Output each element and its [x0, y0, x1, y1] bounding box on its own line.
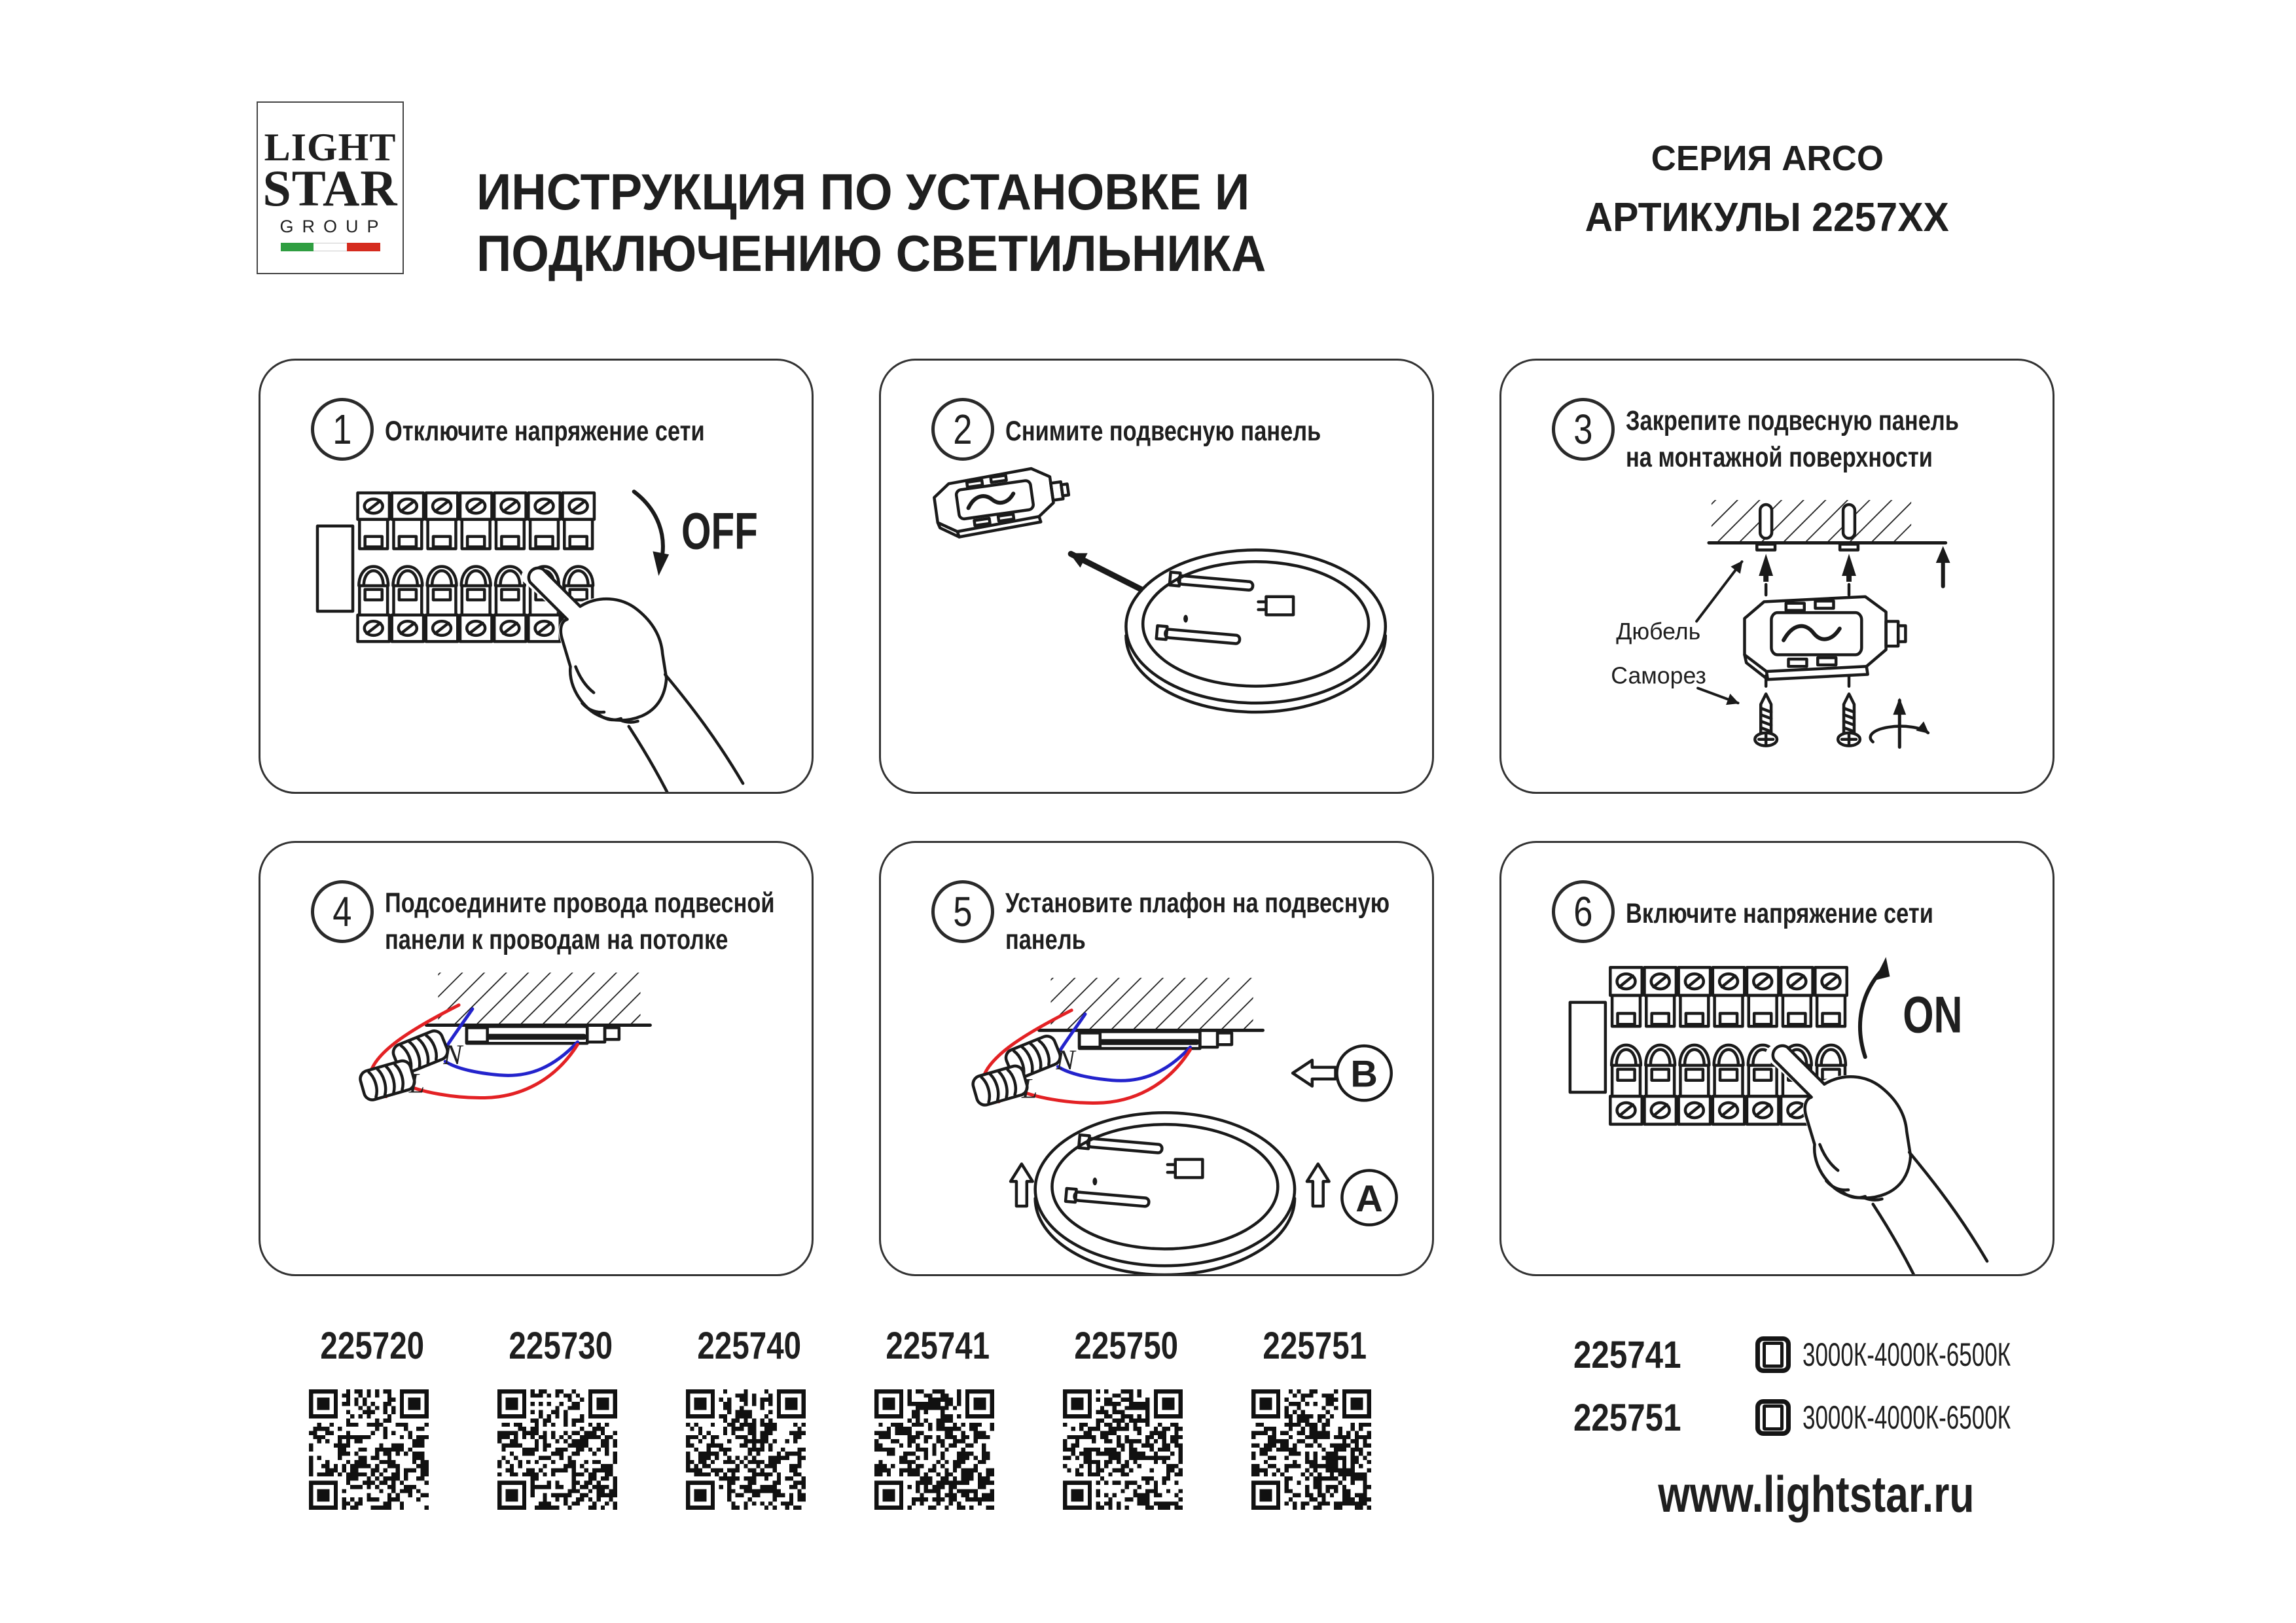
article-code: 225750	[1074, 1325, 1179, 1367]
connect-wires-illustration	[260, 843, 812, 1274]
qr-column	[1063, 1327, 1183, 1513]
qr-code	[309, 1389, 429, 1510]
lightstar-logo	[257, 101, 404, 274]
neutral-wire-label: N	[443, 1039, 463, 1071]
qr-column	[1251, 1327, 1371, 1513]
page-title	[476, 161, 1308, 284]
mounting-panel-icon	[1744, 597, 1905, 680]
dowel-label: Дюбель	[1616, 618, 1701, 645]
breaker-on-illustration	[1501, 843, 2053, 1274]
arrow-up-icon	[1874, 957, 1890, 980]
qr-column	[497, 1327, 617, 1513]
step-panel-3	[1499, 359, 2054, 794]
variant-code: 225741	[1573, 1333, 1681, 1376]
step-panel-6	[1499, 841, 2054, 1276]
title-line-1: ИНСТРУКЦИЯ ПО УСТАНОВКЕ И	[476, 163, 1250, 221]
lamp-base-icon	[1126, 550, 1385, 712]
marker-a-label: A	[1355, 1177, 1383, 1220]
step-number-badge: 4	[311, 880, 374, 943]
variant-row	[1573, 1335, 2100, 1374]
install-shade-illustration	[881, 843, 1432, 1274]
step-instruction: Закрепите подвесную панель на монтажной поверхности	[1626, 405, 1959, 473]
qr-code	[497, 1389, 617, 1510]
off-callout: OFF	[681, 501, 758, 560]
variant-code: 225751	[1573, 1396, 1681, 1439]
step-number-badge: 1	[311, 398, 374, 461]
step-instruction: Установите плафон на подвесную панель	[1005, 887, 1390, 955]
step-instruction: Снимите подвесную панель	[1005, 416, 1321, 447]
remove-panel-illustration	[881, 361, 1432, 792]
logo-word-light: LIGHT	[264, 126, 397, 169]
qr-code	[1063, 1389, 1183, 1510]
step-panel-4	[259, 841, 814, 1276]
article-code: 225740	[697, 1325, 802, 1367]
step-panel-2	[879, 359, 1434, 794]
logo-word-group: GROUP	[279, 217, 387, 236]
qr-code	[874, 1389, 994, 1510]
website-url: www.lightstar.ru	[1658, 1465, 1975, 1523]
color-temps: 3000К-4000К-6500К	[1803, 1336, 2011, 1373]
wire-connector-icon	[358, 1059, 416, 1102]
mounting-panel-icon	[932, 464, 1072, 540]
article-code: 225730	[509, 1325, 613, 1367]
qr-column	[309, 1327, 429, 1513]
title-line-2: ПОДКЛЮЧЕНИЮ СВЕТИЛЬНИКА	[476, 224, 1266, 282]
screw-icon	[1755, 694, 1777, 745]
screw-icon	[1838, 694, 1860, 745]
hand-icon	[521, 566, 743, 792]
arrow-up-icon	[1936, 546, 1950, 563]
arrow-up-icon	[1011, 1164, 1033, 1206]
ceiling-hatch	[1712, 500, 1911, 543]
rotate-icon	[1871, 698, 1928, 747]
fix-panel-illustration	[1501, 361, 2053, 792]
color-temp-switch-icon	[1755, 1399, 1791, 1436]
color-temps: 3000К-4000К-6500К	[1803, 1399, 2011, 1436]
series-block	[1538, 137, 1996, 241]
qr-column	[686, 1327, 806, 1513]
color-temp-switch-icon	[1755, 1336, 1791, 1373]
step-number-badge: 6	[1552, 880, 1615, 943]
qr-code	[686, 1389, 806, 1510]
step-instruction: Подсоедините провода подвесной панели к проводам на потолке	[385, 887, 775, 955]
italian-flag-bar	[281, 243, 380, 251]
arrow-left-icon	[1293, 1060, 1335, 1086]
article-code: 225751	[1263, 1325, 1367, 1367]
on-callout: ON	[1903, 985, 1963, 1044]
step-panel-1	[259, 359, 814, 794]
qr-column	[874, 1327, 994, 1513]
arrow-up-icon	[1307, 1164, 1329, 1206]
arrow-down-icon	[653, 551, 669, 576]
hand-icon	[1765, 1044, 1987, 1274]
step-instruction: Отключите напряжение сети	[385, 416, 705, 447]
step-instruction: Включите напряжение сети	[1626, 898, 1933, 929]
breaker-off-illustration	[260, 361, 812, 792]
screw-label: Саморез	[1611, 662, 1706, 689]
step-number-badge: 3	[1552, 398, 1615, 461]
step-panel-5	[879, 841, 1434, 1276]
article-code: 225720	[320, 1325, 425, 1367]
lamp-shade-icon	[1035, 1113, 1295, 1274]
line-wire-label: L	[408, 1067, 425, 1099]
step-number-badge: 5	[931, 880, 994, 943]
logo-word-star: STAR	[262, 160, 398, 217]
marker-b-label: B	[1350, 1053, 1378, 1096]
qr-code	[1251, 1389, 1371, 1510]
step-number-badge: 2	[931, 398, 994, 461]
articles-label: АРТИКУЛЫ 2257XX	[1585, 195, 1950, 240]
article-code: 225741	[886, 1325, 990, 1367]
variant-row	[1573, 1398, 2100, 1437]
mounted-panel-profile	[467, 1025, 619, 1043]
series-name: СЕРИЯ ARCO	[1651, 139, 1884, 178]
